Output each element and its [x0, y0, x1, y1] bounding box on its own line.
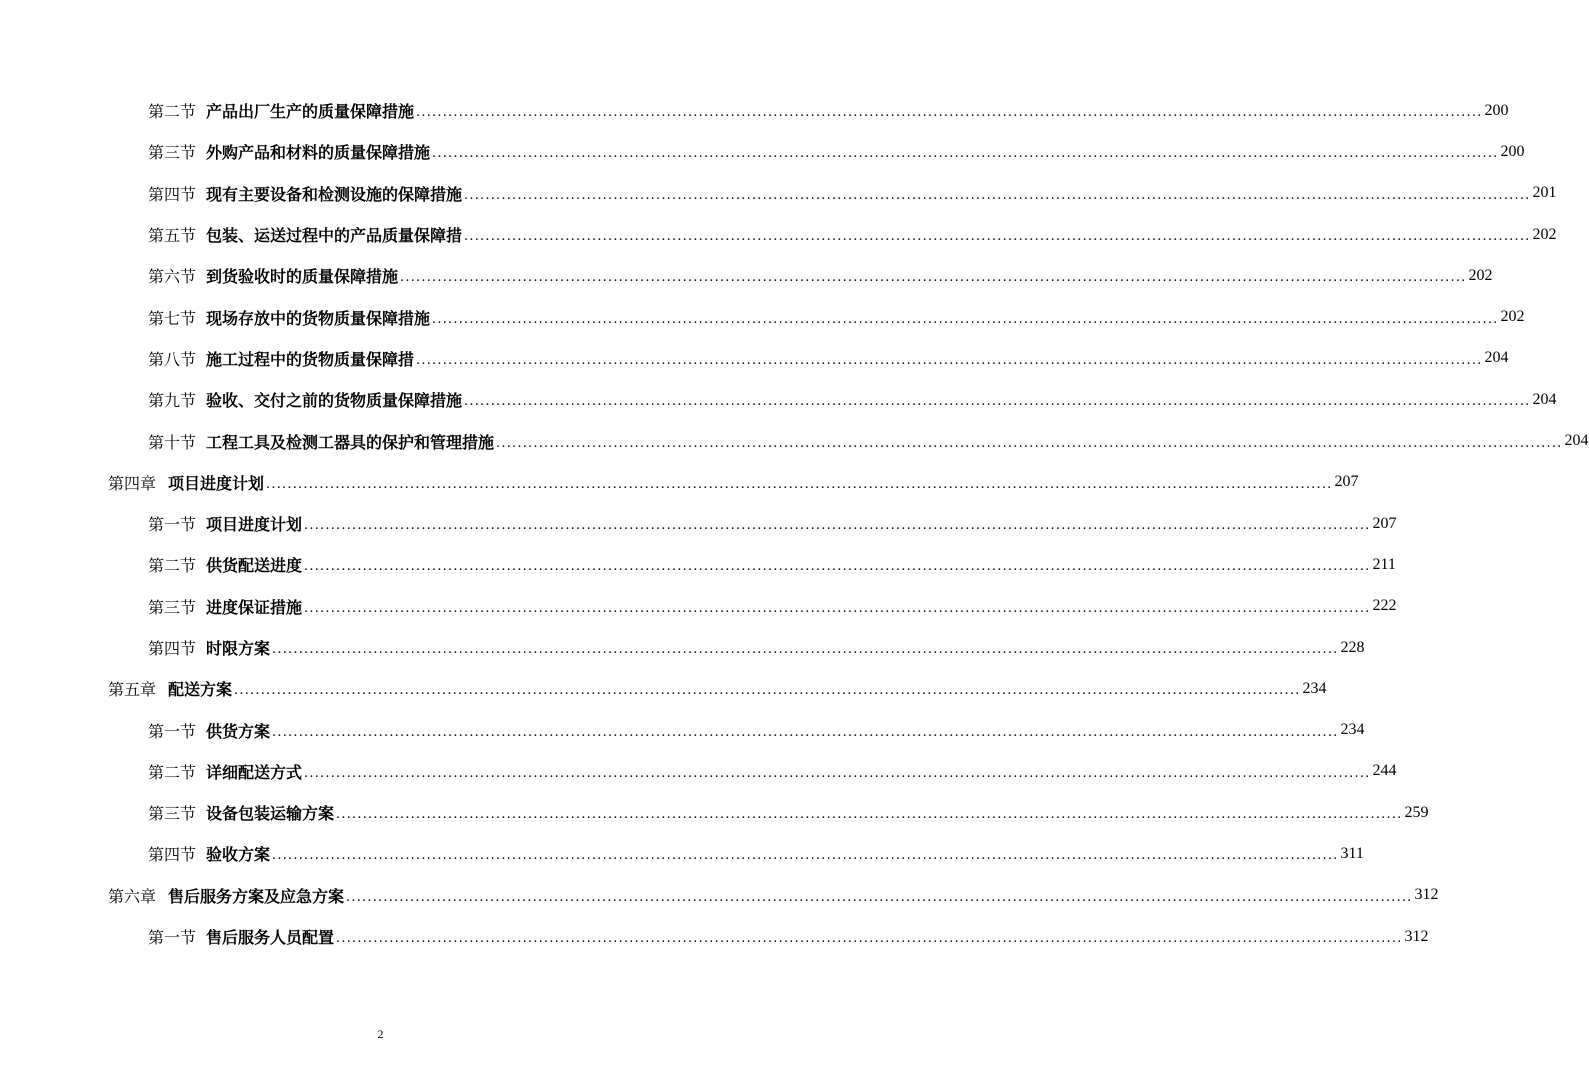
- toc-dot-leader: ........................................................................................................................................................................................................: [416, 352, 1483, 368]
- toc-entry[interactable]: [0, 131, 1525, 172]
- toc-entry-number: 第一节: [148, 515, 197, 535]
- toc-entry[interactable]: [0, 420, 1589, 461]
- toc-entry[interactable]: [0, 296, 1525, 337]
- toc-entry-page: 200: [1500, 142, 1525, 160]
- toc-entry-number: 第四节: [148, 845, 197, 865]
- toc-entry-page: 222: [1372, 597, 1397, 615]
- toc-entry[interactable]: [0, 709, 1365, 750]
- toc-entry-page: 312: [1414, 886, 1439, 904]
- toc-entry-page: 200: [1484, 101, 1509, 119]
- toc-entry-number: 第四节: [148, 184, 197, 204]
- toc-chapter-entry[interactable]: [0, 668, 1327, 709]
- toc-chapter-entry[interactable]: [0, 462, 1359, 503]
- toc-entry[interactable]: [0, 338, 1509, 379]
- toc-entry[interactable]: [0, 916, 1429, 957]
- toc-entry-number: 第一节: [148, 721, 197, 741]
- toc-entry-title: 供货方案: [206, 721, 271, 741]
- toc-entry[interactable]: [0, 503, 1397, 544]
- toc-entry[interactable]: [0, 379, 1557, 420]
- toc-dot-leader: ........................................................................................................................................................................................................: [304, 765, 1371, 781]
- toc-entry-page: 311: [1340, 844, 1364, 862]
- toc-entry-page: 201: [1532, 184, 1557, 202]
- toc-entry-number: 第四节: [148, 639, 197, 658]
- toc-entry-page: 234: [1302, 679, 1327, 697]
- toc-entry-number: 第七节: [148, 308, 197, 328]
- toc-dot-leader: ........................................................................................................................................................................................................: [464, 187, 1531, 203]
- toc-entry[interactable]: [0, 751, 1397, 792]
- toc-entry-number: 第二节: [148, 556, 197, 576]
- toc-entry-title: 项目进度计划: [206, 515, 303, 535]
- toc-entry-page: 204: [1564, 432, 1589, 450]
- toc-dot-leader: ........................................................................................................................................................................................................: [464, 229, 1531, 245]
- toc-chapter-title: 售后服务方案及应急方案: [168, 886, 345, 906]
- toc-entry[interactable]: [0, 173, 1557, 214]
- toc-entry-number: 第二节: [148, 762, 197, 782]
- toc-entry-title: 设备包装运输方案: [206, 804, 335, 824]
- toc-entry-title: 时限方案: [206, 639, 271, 658]
- toc-entry[interactable]: [0, 255, 1493, 296]
- toc-entry-number: 第一节: [148, 928, 197, 948]
- toc-entry[interactable]: [0, 627, 1365, 668]
- toc-dot-leader: ........................................................................................................................................................................................................: [346, 889, 1413, 905]
- toc-entry-page: 207: [1372, 514, 1397, 532]
- toc-entry-number: 第十节: [148, 432, 197, 452]
- toc-dot-leader: ........................................................................................................................................................................................................: [272, 848, 1339, 864]
- toc-entry[interactable]: [0, 586, 1397, 627]
- toc-entry-page: 202: [1468, 266, 1493, 284]
- toc-entry-page: 202: [1532, 225, 1557, 243]
- toc-entry-title: 产品出厂生产的质量保障措施: [206, 102, 415, 122]
- toc-dot-leader: ........................................................................................................................................................................................................: [272, 724, 1339, 740]
- toc-chapter-title: 配送方案: [168, 680, 233, 700]
- toc-dot-leader: ........................................................................................................................................................................................................: [234, 683, 1301, 699]
- toc-entry-page: 211: [1372, 555, 1396, 573]
- toc-entry-title: 工程工具及检测工器具的保护和管理措施: [206, 432, 495, 452]
- toc-entry-page: 228: [1340, 638, 1365, 656]
- toc-dot-leader: ........................................................................................................................................................................................................: [400, 270, 1467, 286]
- toc-entry[interactable]: [0, 90, 1509, 131]
- toc-dot-leader: ........................................................................................................................................................................................................: [272, 642, 1339, 657]
- toc-dot-leader: ........................................................................................................................................................................................................: [266, 476, 1333, 492]
- toc-entry-title: 外购产品和材料的质量保障措施: [206, 143, 431, 163]
- toc-entry[interactable]: [0, 792, 1429, 833]
- toc-chapter-number: 第六章: [108, 886, 157, 906]
- toc-dot-leader: ........................................................................................................................................................................................................: [336, 807, 1403, 823]
- toc-dot-leader: ........................................................................................................................................................................................................: [496, 435, 1563, 451]
- toc-entry-title: 进度保证措施: [206, 597, 303, 617]
- toc-chapter-number: 第四章: [108, 473, 157, 493]
- toc-dot-leader: ........................................................................................................................................................................................................: [416, 105, 1483, 121]
- toc-entry-number: 第三节: [148, 597, 197, 617]
- toc-dot-leader: ........................................................................................................................................................................................................: [304, 600, 1371, 616]
- toc-entry[interactable]: [0, 214, 1557, 255]
- toc-entry-page: 204: [1484, 349, 1509, 367]
- toc-entry-page: 204: [1532, 390, 1557, 408]
- toc-entry-page: 244: [1372, 762, 1397, 780]
- toc-entry-title: 到货验收时的质量保障措施: [206, 267, 399, 287]
- toc-entry-number: 第九节: [148, 391, 197, 411]
- toc-dot-leader: ........................................................................................................................................................................................................: [336, 931, 1403, 947]
- toc-entry-title: 现场存放中的货物质量保障措施: [206, 308, 431, 328]
- page-number: 2: [377, 1027, 384, 1041]
- toc-entry-number: 第三节: [148, 143, 197, 163]
- toc-dot-leader: ........................................................................................................................................................................................................: [304, 559, 1371, 575]
- toc-entry-number: 第八节: [148, 349, 197, 369]
- toc-entry-title: 详细配送方式: [206, 762, 303, 782]
- toc-entry[interactable]: [0, 833, 1364, 874]
- table-of-contents: [0, 90, 1589, 957]
- toc-dot-leader: ........................................................................................................................................................................................................: [304, 518, 1371, 534]
- toc-entry-title: 验收方案: [206, 845, 271, 865]
- toc-dot-leader: ........................................................................................................................................................................................................: [464, 394, 1531, 410]
- toc-entry-title: 验收、交付之前的货物质量保障措施: [206, 391, 463, 411]
- toc-entry-page: 259: [1404, 803, 1429, 821]
- toc-entry-page: 234: [1340, 721, 1365, 739]
- toc-entry-title: 现有主要设备和检测设施的保障措施: [206, 184, 463, 204]
- toc-entry-page: 202: [1500, 308, 1525, 326]
- toc-chapter-title: 项目进度计划: [168, 473, 265, 493]
- toc-chapter-entry[interactable]: [0, 875, 1439, 916]
- toc-dot-leader: ........................................................................................................................................................................................................: [432, 311, 1499, 327]
- toc-entry-page: 207: [1334, 473, 1359, 491]
- toc-entry-number: 第六节: [148, 267, 197, 287]
- toc-chapter-number: 第五章: [108, 680, 157, 700]
- toc-entry-title: 施工过程中的货物质量保障措: [206, 349, 415, 369]
- toc-entry-number: 第二节: [148, 102, 197, 122]
- toc-entry-title: 售后服务人员配置: [206, 928, 335, 948]
- toc-dot-leader: ........................................................................................................................................................................................................: [432, 146, 1499, 162]
- toc-entry-title: 包装、运送过程中的产品质量保障措: [206, 226, 463, 246]
- toc-entry[interactable]: [0, 544, 1396, 585]
- toc-entry-title: 供货配送进度: [206, 556, 303, 576]
- toc-entry-page: 312: [1404, 927, 1429, 945]
- toc-entry-number: 第五节: [148, 226, 197, 246]
- toc-entry-number: 第三节: [148, 804, 197, 824]
